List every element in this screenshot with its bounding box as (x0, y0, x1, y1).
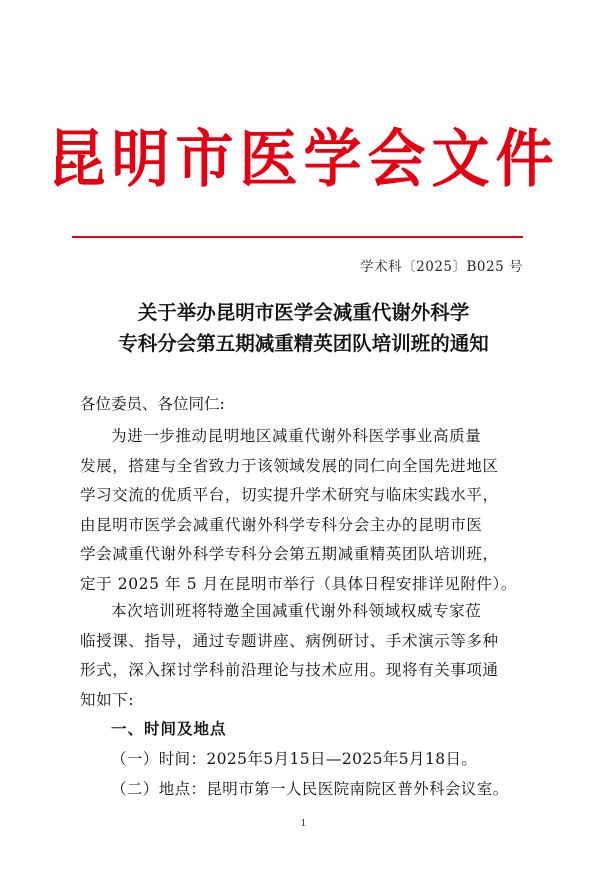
paragraph-line: 临授课、指导，通过专题讲座、病例研讨、手术演示等多种 (80, 631, 499, 650)
paragraph-1 (80, 422, 530, 600)
paragraph-line: 发展，搭建与全省致力于该领域发展的同仁向全国先进地区 (80, 456, 499, 475)
notice-title-line-2: 专科分会第五期减重精英团队培训班的通知 (118, 332, 489, 355)
document-header-title: 昆明市医学会文件 (47, 122, 560, 196)
paragraph-2 (80, 597, 530, 715)
red-divider-line (72, 236, 523, 238)
notice-title (0, 297, 607, 359)
section-item-location: （二）地点：昆明市第一人民医院南院区普外科会议室。 (111, 780, 509, 798)
paragraph-line: 为进一步推动昆明地区减重代谢外科医学事业高质量 (111, 427, 482, 445)
paragraph-line: 学习交流的优质平台，切实提升学术研究与临床实践水平， (80, 486, 499, 505)
paragraph-line: 本次培训班将特邀全国减重代谢外科领域权威专家莅 (111, 602, 482, 620)
paragraph-line: 形式，深入探讨学科前沿理论与技术应用。现将有关事项通 (80, 661, 499, 680)
page-number: 1 (300, 819, 307, 829)
notice-title-line-1: 关于举办昆明市医学会减重代谢外科学 (137, 301, 470, 324)
section-item-time: （一）时间：2025年5月15日—2025年5月18日。 (111, 750, 478, 768)
paragraph-line: 知如下: (80, 690, 135, 709)
document-number: 学术科〔2025〕B025 号 (360, 259, 523, 275)
paragraph-line: 定于 2025 年 5 月在昆明市举行（具体日程安排详见附件）。 (80, 574, 517, 593)
salutation: 各位委员、各位同仁: (80, 395, 225, 413)
paragraph-line: 由昆明市医学会减重代谢外科学专科分会主办的昆明市医 (80, 515, 483, 534)
section-heading-time-location: 一、时间及地点 (111, 720, 227, 738)
paragraph-line: 学会减重代谢外科学专科分会第五期减重精英团队培训班， (80, 545, 499, 564)
